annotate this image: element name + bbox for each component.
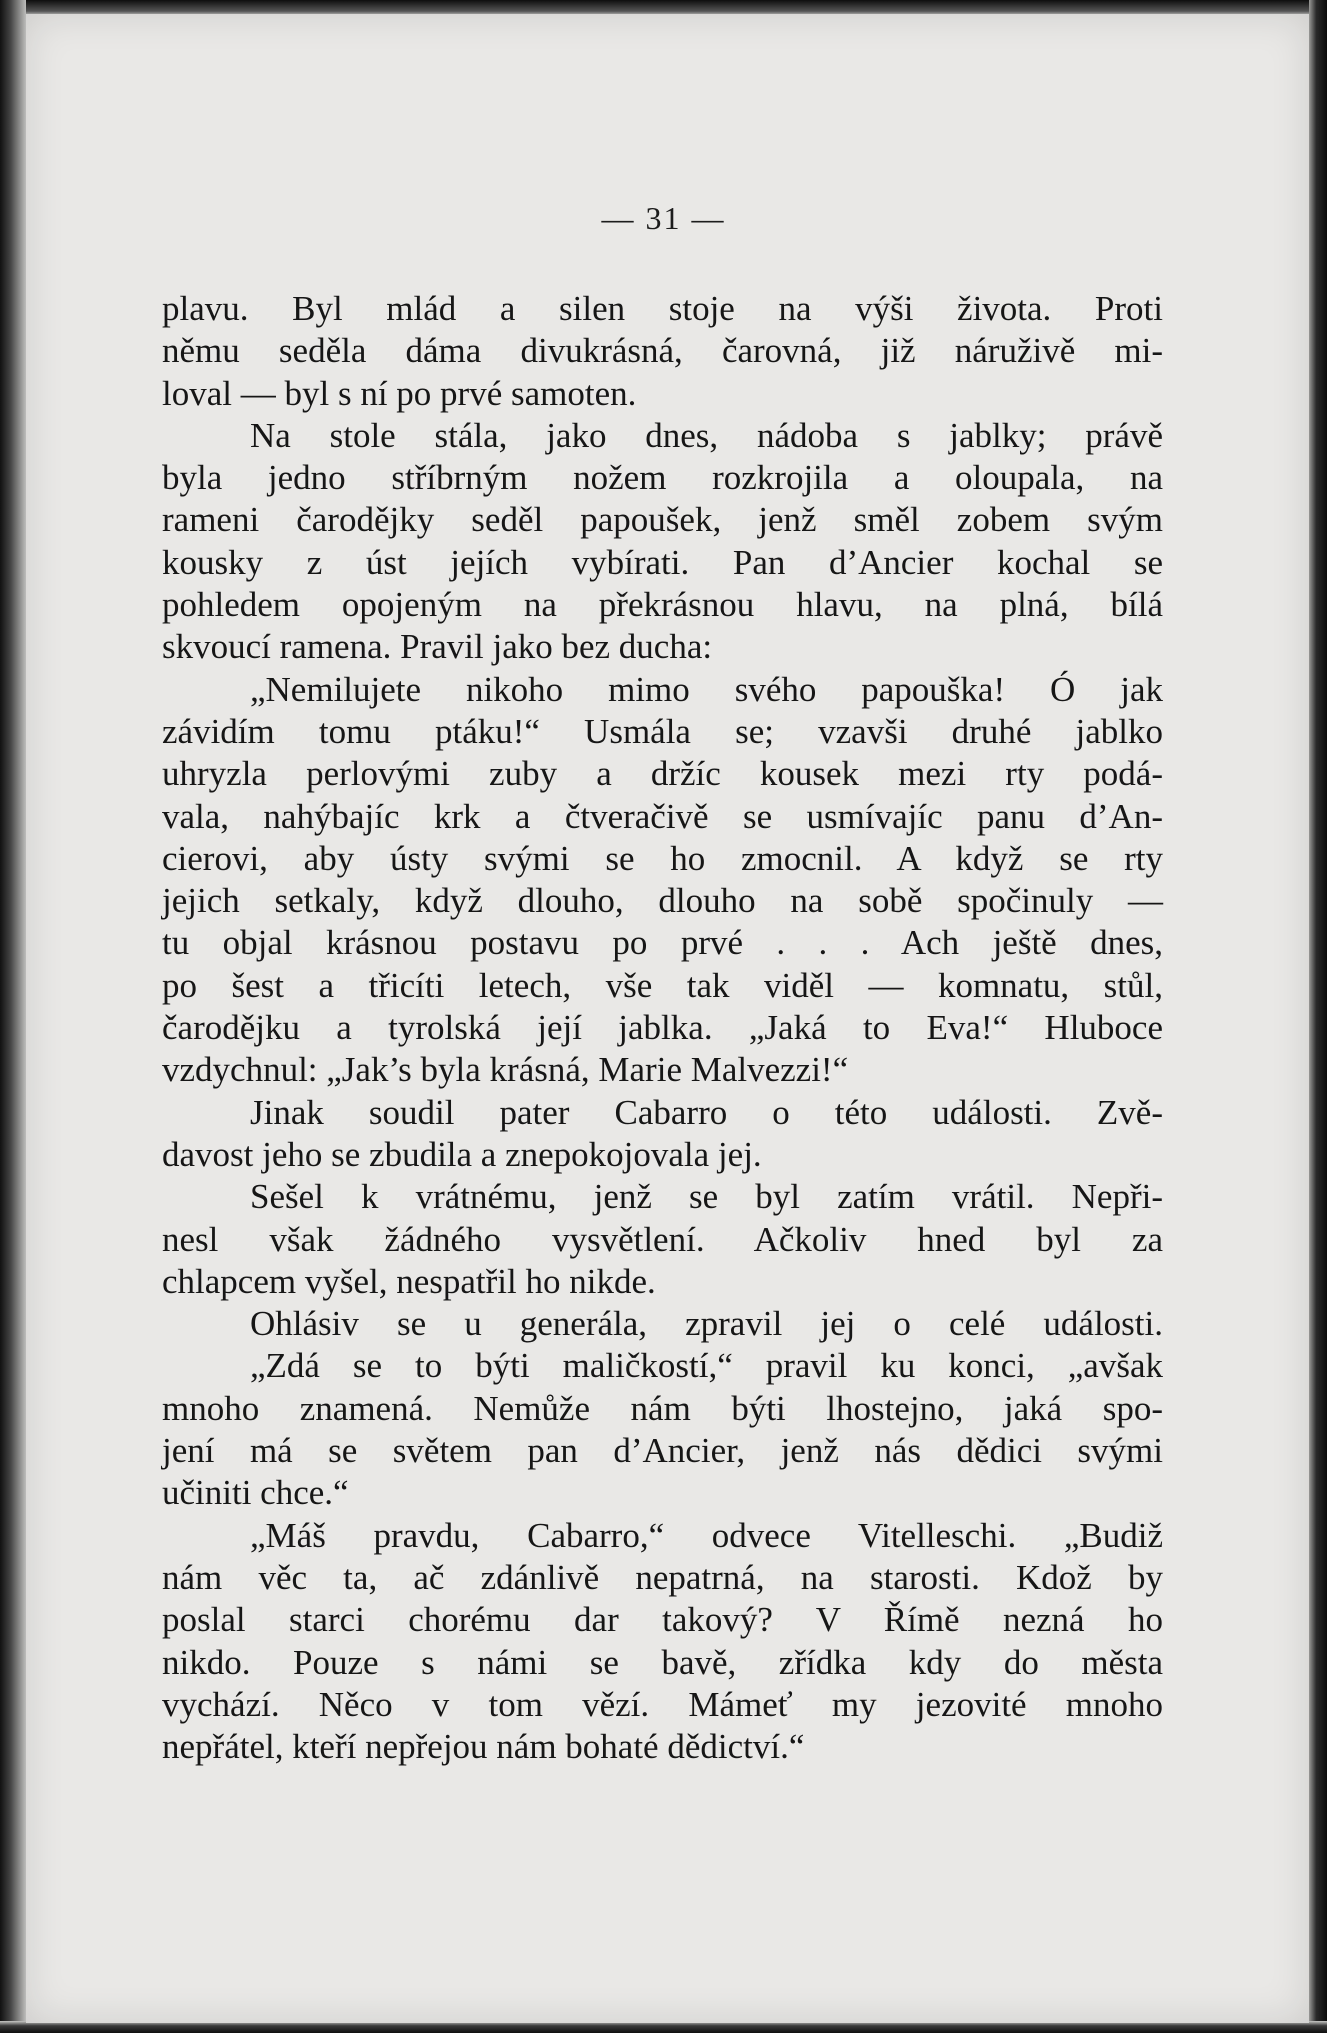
scan-right-edge xyxy=(1309,0,1327,2033)
text-line: nepřátel, kteří nepřejou nám bohaté dědictví.“ xyxy=(162,1727,805,1767)
text-line: nesl však žádného vysvětlení. Ačkoliv hned byl za xyxy=(162,1219,1163,1259)
text-line: plavu. Byl mlád a silen stoje na výši života. Proti xyxy=(162,289,1163,328)
text-line: Jinak soudil pater Cabarro o této události. Zvě- xyxy=(250,1092,1163,1132)
text-line: čarodějku a tyrolská její jablka. „Jaká to Eva!“ Hluboce xyxy=(162,1008,1163,1048)
page-number: — 31 — xyxy=(601,200,726,236)
text-line: rameni čarodějky seděl papoušek, jenž směl zobem svým xyxy=(162,500,1163,540)
text-line: mnoho znamená. Nemůže nám býti lhostejno, jaká spo- xyxy=(162,1388,1163,1428)
text-line: „Nemilujete nikoho mimo svého papouška! Ó jak xyxy=(250,669,1163,709)
body-text xyxy=(162,288,1163,1768)
text-line: „Zdá se to býti maličkostí,“ pravil ku konci, „avšak xyxy=(250,1346,1163,1386)
text-line: nikdo. Pouze s námi se bavě, zřídka kdy do města xyxy=(162,1642,1163,1682)
text-line: vala, nahýbajíc krk a čtveračivě se usmívajíc panu d’An- xyxy=(162,796,1163,836)
text-line: davost jeho se zbudila a znepokojovala jej. xyxy=(162,1134,762,1174)
text-line: němu seděla dáma divukrásná, čarovná, již náruživě mi- xyxy=(162,331,1163,371)
text-line: poslal starci chorému dar takový? V Římě nezná ho xyxy=(162,1600,1163,1640)
text-line: pohledem opojeným na překrásnou hlavu, na plná, bílá xyxy=(162,585,1163,625)
text-line: chlapcem vyšel, nespatřil ho nikde. xyxy=(162,1261,656,1301)
text-line: učiniti chce.“ xyxy=(162,1473,349,1513)
text-line: loval — byl s ní po prvé samoten. xyxy=(162,373,637,413)
text-line: Ohlásiv se u generála, zpravil jej o celé události. xyxy=(250,1304,1163,1344)
text-line: cierovi, aby ústy svými se ho zmocnil. A když se rty xyxy=(162,838,1163,878)
text-line: vzdychnul: „Jak’s byla krásná, Marie Malvezzi!“ xyxy=(162,1050,849,1090)
text-line: jení má se světem pan d’Ancier, jenž nás dědici svými xyxy=(162,1431,1163,1471)
text-line: uhryzla perlovými zuby a držíc kousek mezi rty podá- xyxy=(162,754,1163,794)
text-line: Sešel k vrátnému, jenž se byl zatím vrátil. Nepři- xyxy=(250,1177,1163,1217)
text-line: nám věc ta, ač zdánlivě nepatrná, na starosti. Kdož by xyxy=(162,1557,1163,1597)
text-line: skvoucí ramena. Pravil jako bez ducha: xyxy=(162,627,713,667)
text-line: závidím tomu ptáku!“ Usmála se; vzavši druhé jablko xyxy=(162,711,1163,751)
text-line: kousky z úst jejích vybírati. Pan d’Ancier kochal se xyxy=(162,542,1163,582)
text-line: „Máš pravdu, Cabarro,“ odvece Vitelleschi. „Budiž xyxy=(250,1515,1163,1555)
text-line: byla jedno stříbrným nožem rozkrojila a oloupala, na xyxy=(162,458,1163,498)
scan-left-edge xyxy=(0,0,26,2033)
text-line: tu objal krásnou postavu po prvé . . . Ach ještě dnes, xyxy=(162,923,1163,963)
text-line: vychází. Něco v tom vězí. Mámeť my jezovité mnoho xyxy=(162,1684,1163,1724)
text-line: Na stole stála, jako dnes, nádoba s jablky; právě xyxy=(250,415,1163,455)
text-line: jejich setkaly, když dlouho, dlouho na sobě spočinuly — xyxy=(162,881,1163,921)
text-line: po šest a třicíti letech, vše tak viděl — komnatu, stůl, xyxy=(162,965,1163,1005)
